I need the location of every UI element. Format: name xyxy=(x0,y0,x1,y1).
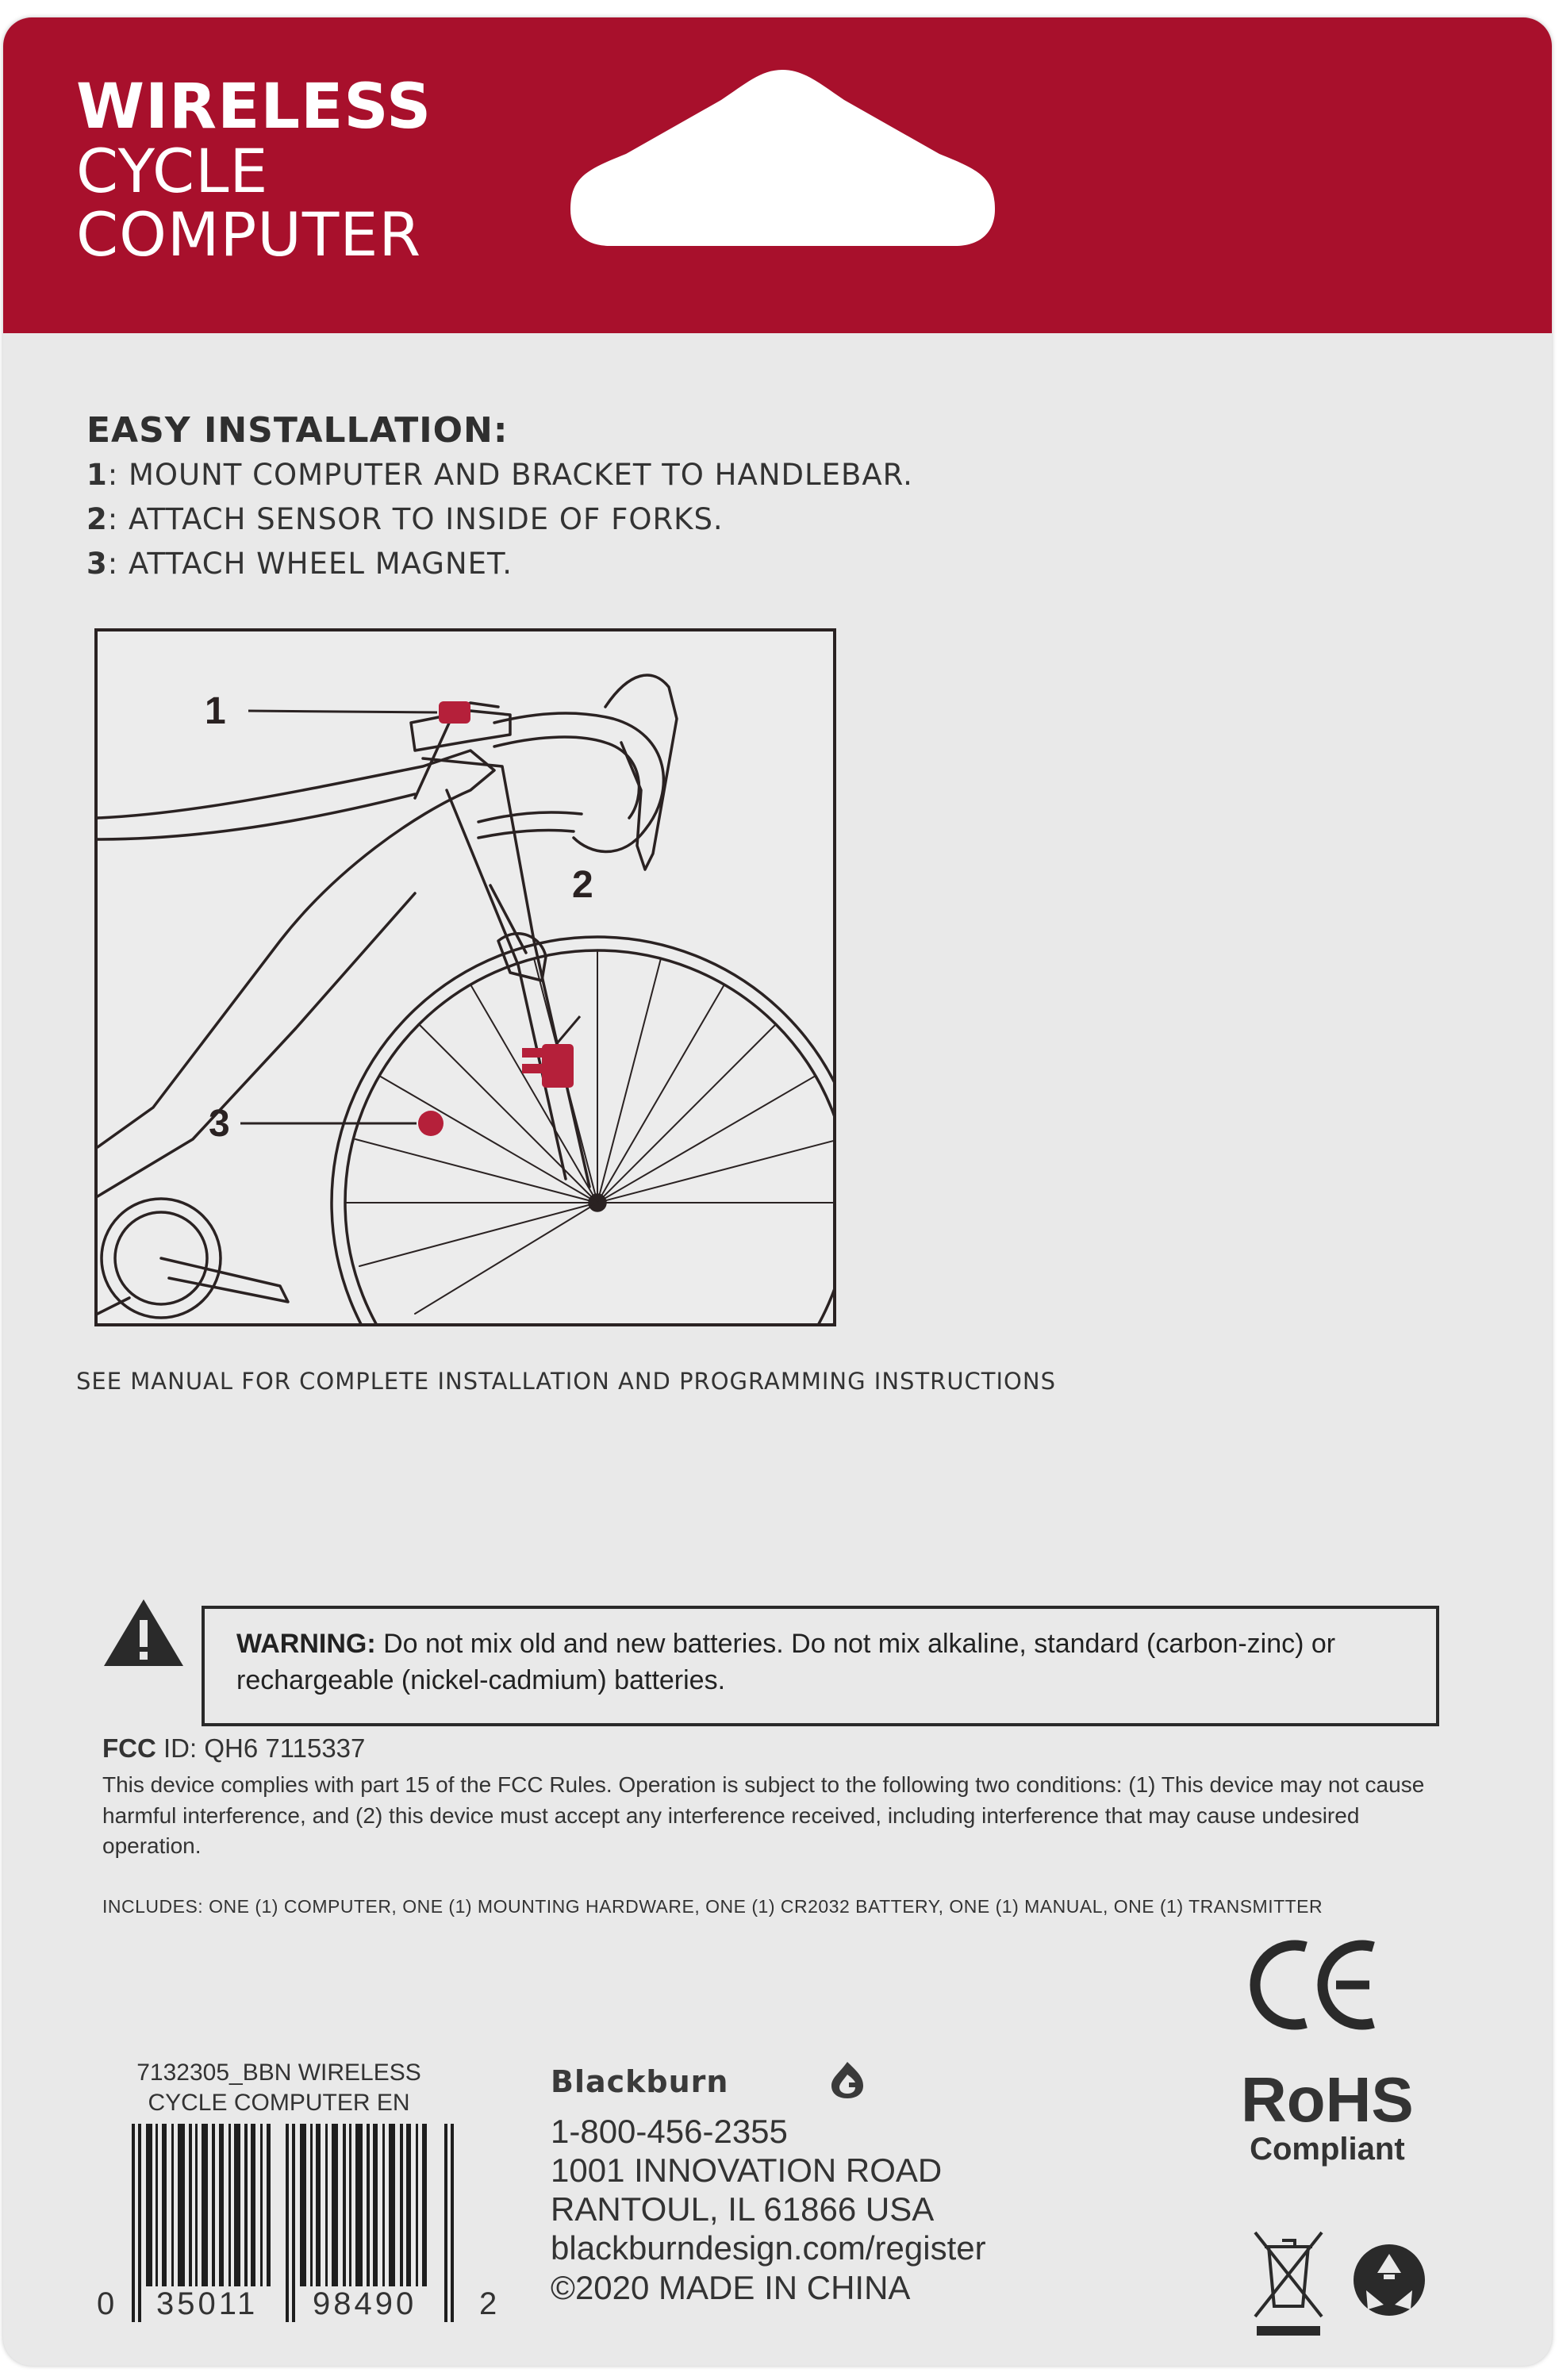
fcc-id-value: ID: QH6 7115337 xyxy=(156,1733,366,1763)
barcode-digit-lead: 0 xyxy=(97,2286,115,2321)
callout-3: 3 xyxy=(209,1103,230,1145)
warning-text: Do not mix old and new batteries. Do not mix alkaline, standard (carbon-zinc) or rechargeable (nickel-cadmium) batteries. xyxy=(236,1629,1336,1695)
barcode-digit-check: 2 xyxy=(479,2286,497,2321)
warning-triangle-icon xyxy=(102,1596,186,1669)
step-1 xyxy=(86,458,913,502)
contact-info xyxy=(551,2112,986,2307)
package-includes: INCLUDES: ONE (1) COMPUTER, ONE (1) MOUNTING HARDWARE, ONE (1) CR2032 BATTERY, ONE (1) MANUAL, ONE (1) TRANSMITTER xyxy=(102,1896,1323,1917)
step-3 xyxy=(86,547,913,591)
step-text: : MOUNT COMPUTER AND BRACKET TO HANDLEBAR. xyxy=(107,458,913,492)
fcc-section xyxy=(102,1733,1451,1862)
step-2 xyxy=(86,502,913,547)
fcc-id xyxy=(102,1733,1451,1764)
title-line-cycle: CYCLE xyxy=(76,136,269,206)
bicycle-illustration xyxy=(98,631,833,1323)
address-line-2: RANTOUL, IL 61866 USA xyxy=(551,2190,935,2228)
brand-logo: Blackburn xyxy=(551,2064,729,2099)
warning-label: WARNING: xyxy=(236,1629,376,1659)
packaging-card xyxy=(3,17,1552,2366)
step-number: 3 xyxy=(86,547,108,581)
product-title xyxy=(76,71,432,270)
installation-steps xyxy=(86,458,913,591)
installation-heading: EASY INSTALLATION: xyxy=(86,410,509,451)
rohs-title: RoHS xyxy=(1241,2064,1414,2135)
phone-number: 1-800-456-2355 xyxy=(551,2113,788,2150)
barcode-digits-right: 98490 xyxy=(313,2286,417,2321)
fcc-statement: This device complies with part 15 of the FCC Rules. Operation is subject to the following two conditions: (1) This device may not cause harmful interference, and (2) this device must accept any interference received, including interference that may cause undesired operation. xyxy=(102,1772,1425,1859)
weee-crossed-bin-icon xyxy=(1249,2223,1328,2342)
title-line-computer: COMPUTER xyxy=(76,199,422,270)
battery-warning xyxy=(202,1606,1439,1726)
callout-1: 1 xyxy=(205,690,226,732)
website: blackburndesign.com/register xyxy=(551,2229,986,2267)
step-number: 2 xyxy=(86,502,108,536)
step-number: 1 xyxy=(86,458,108,492)
address-line-1: 1001 INNOVATION ROAD xyxy=(551,2152,943,2190)
copyright: ©2020 MADE IN CHINA xyxy=(551,2268,911,2306)
manual-note: SEE MANUAL FOR COMPLETE INSTALLATION AND PROGRAMMING INSTRUCTIONS xyxy=(76,1368,1056,1395)
sku-line-1: 7132305_BBN WIRELESS xyxy=(136,2059,421,2086)
step-text: : ATTACH SENSOR TO INSIDE OF FORKS. xyxy=(107,502,724,536)
rohs-subtitle: Compliant xyxy=(1250,2132,1405,2167)
hang-hole-icon xyxy=(566,67,999,249)
rohs-mark xyxy=(1241,2064,1414,2167)
barcode-digits-left: 35011 xyxy=(156,2286,259,2321)
recycle-icon xyxy=(1352,2243,1427,2318)
title-line-wireless: WIRELESS xyxy=(76,71,432,143)
sku-label xyxy=(130,2058,428,2117)
bike-installation-diagram xyxy=(94,628,836,1326)
fcc-label: FCC xyxy=(102,1733,156,1763)
blackburn-flame-icon xyxy=(828,2060,866,2100)
header-band xyxy=(3,17,1552,333)
ce-mark-icon xyxy=(1242,1937,1381,2033)
callout-2: 2 xyxy=(572,864,593,906)
step-text: : ATTACH WHEEL MAGNET. xyxy=(107,547,513,581)
sku-line-2: CYCLE COMPUTER EN xyxy=(148,2089,410,2116)
